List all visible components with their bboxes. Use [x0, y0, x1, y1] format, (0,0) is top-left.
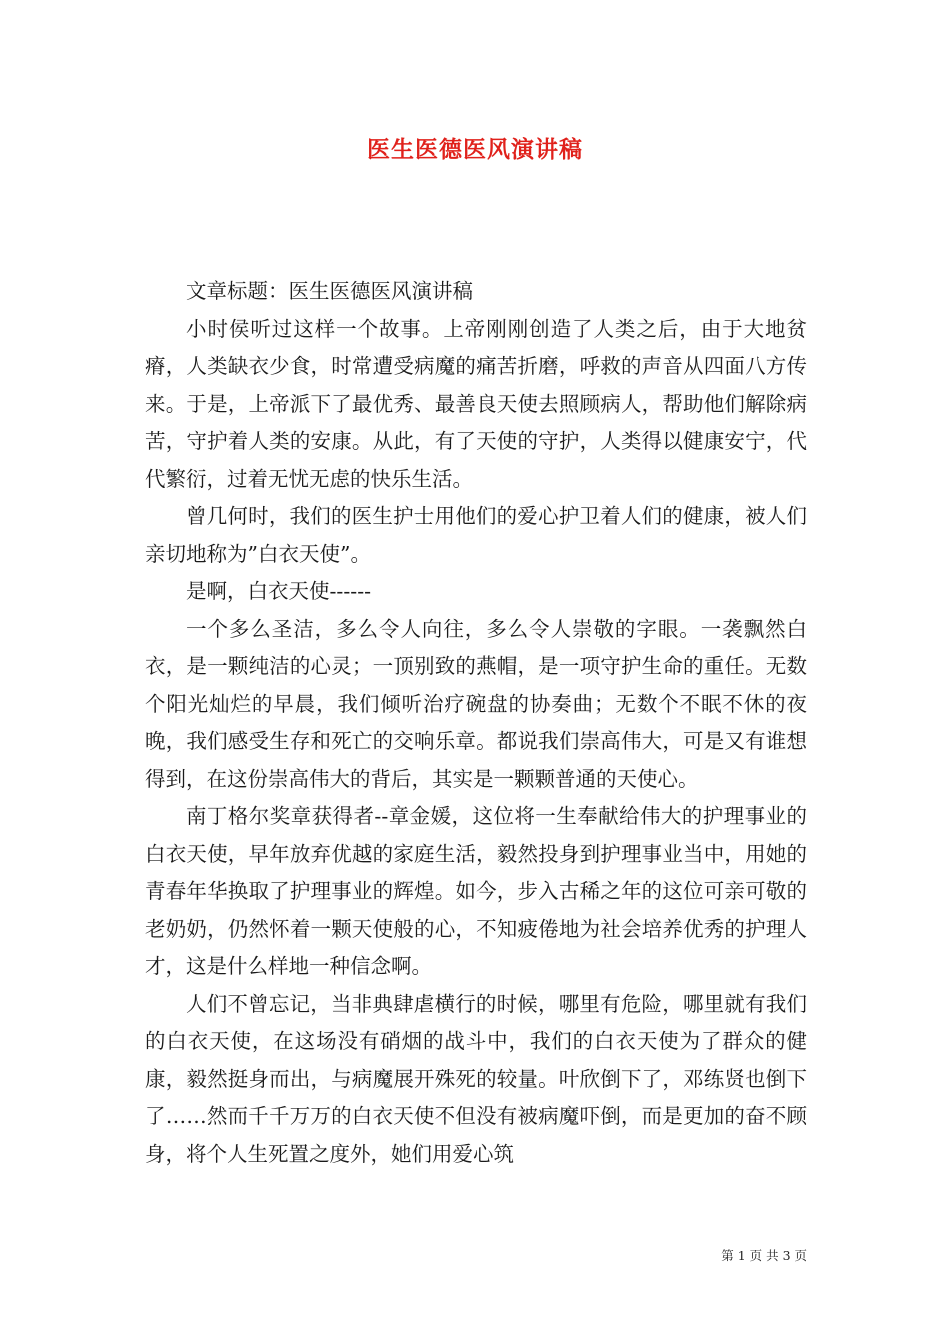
paragraph-exclamation: 是啊，白衣天使------: [186, 579, 372, 603]
paragraph-white-angel-name: 曾几何时，我们的医生护士用他们的爱心护卫着人们的健康，被人们亲切地称为”白衣天使”。: [145, 504, 807, 566]
document-title: 医生医德医风演讲稿: [367, 136, 583, 163]
paragraph-sars: 人们不曾忘记，当非典肆虐横行的时候，哪里有危险，哪里就有我们的白衣天使，在这场没有硝烟的战斗中，我们的白衣天使为了群众的健康，毅然挺身而出，与病魔展开殊死的较量。叶欣倒下了，邓练贤也倒下了……然而千千万万的白衣天使不但没有被病魔吓倒，而是更加的奋不顾身，将个人生死置之度外，她们用爱心筑: [145, 991, 807, 1166]
paragraph-nightingale-award: 南丁格尔奖章获得者--章金媛，这位将一生奉献给伟大的护理事业的白衣天使，早年放弃优越的家庭生活，毅然投身到护理事业当中，用她的青春年华换取了护理事业的辉煌。如今，步入古稀之年的这位可亲可敬的老奶奶，仍然怀着一颗天使般的心，不知疲倦地为社会培养优秀的护理人才，这是什么样地一种信念啊。: [145, 804, 807, 978]
document-body: [145, 273, 807, 1173]
paragraph-sacred-word: 一个多么圣洁，多么令人向往，多么令人崇敬的字眼。一袭飘然白衣，是一颗纯洁的心灵；一顶别致的燕帽，是一项守护生命的重任。无数个阳光灿烂的早晨，我们倾听治疗碗盘的协奏曲；无数个不眠不休的夜晚，我们感受生存和死亡的交响乐章。都说我们崇高伟大，可是又有谁想得到，在这份崇高伟大的背后，其实是一颗颗普通的天使心。: [145, 616, 807, 791]
paragraph-story: 小时侯听过这样一个故事。上帝刚刚创造了人类之后，由于大地贫瘠，人类缺衣少食，时常遭受病魔的痛苦折磨，呼救的声音从四面八方传来。于是，上帝派下了最优秀、最善良天使去照顾病人，帮助他们解除病苦，守护着人类的安康。从此，有了天使的守护，人类得以健康安宁，代代繁衍，过着无忧无虑的快乐生活。: [145, 316, 807, 491]
page-number-footer: 第 1 页 共 3 页: [721, 1248, 807, 1263]
paragraph-article-title: 文章标题：医生医德医风演讲稿: [186, 279, 473, 303]
